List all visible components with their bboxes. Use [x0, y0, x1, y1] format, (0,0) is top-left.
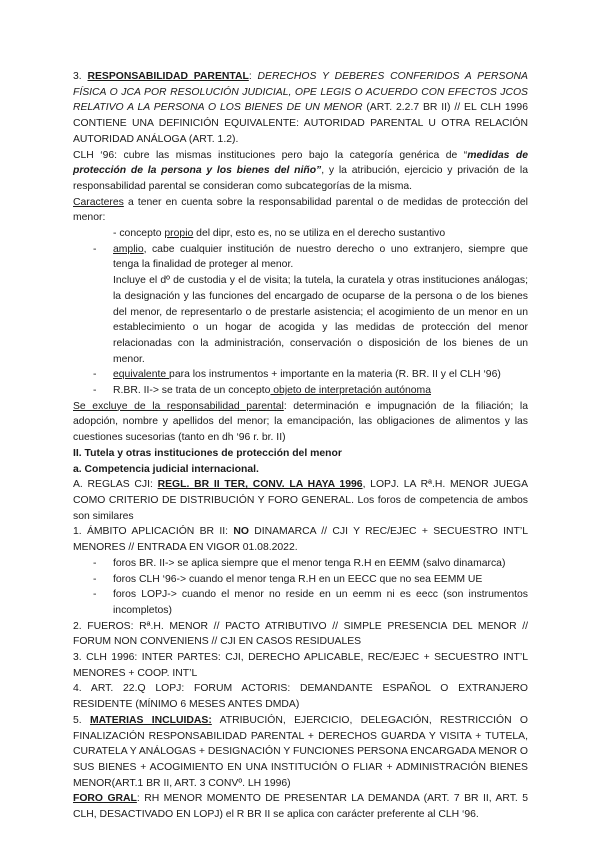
materias-text: ATRIBUCIÓN, EJERCICIO, DELEGACIÓN, RESTRICCIÓN O FINALIZACIÓN RESPONSABILIDAD PARENTAL + DERECHOS GUARDA Y VISITA + TUTELA, CURATELA Y ANÁLOGAS + DESIGNACIÓN Y FUNCIONES PERSONA ENCARGADA MENOR O SUS BIENES + ACOGIMIENTO EN UNA INSTITUCIÓN O FLIAR + ADMINISTRACIÓN BIENES MENOR(ART.1 BR II, ART. 3 CONVº. LH 1996)	[73, 714, 528, 789]
section-responsabilidad-parental	[73, 69, 528, 148]
equivalente-text: para los instrumentos + importante en la materia (R. BR. II y el CLH ‘96)	[169, 369, 501, 381]
concepto-text-a: - concepto	[113, 228, 165, 240]
caracteres-text: a tener en cuenta sobre la responsabilidad parental o de medidas de protección del menor:	[73, 196, 528, 224]
document-page	[73, 69, 528, 823]
list-item-equivalente	[73, 367, 528, 383]
list-item-foros-clh: - foros CLH ‘96-> cuando el menor tenga R.H en un EECC que no sea EEMM UE	[73, 572, 528, 588]
list-item-foros-lopj: - foros LOPJ-> cuando el menor no reside en un eemm ni es eecc (son instrumentos incompletos)	[73, 587, 528, 618]
list-item-amplio	[73, 242, 528, 273]
caracteres-paragraph	[73, 195, 528, 226]
materias-paragraph	[73, 713, 528, 792]
clh-bold-italic: medidas de protección de la persona y los bienes del niño”	[73, 149, 528, 177]
definition-italic: DERECHOS Y DEBERES CONFERIDOS A PERSONA FÍSICA O JCA POR RESOLUCIÓN JUDICIAL, OPE LEGIS O ACUERDO CON EFECTOS JCOS RELATIVO A LA PERSONA O LOS BIENES DE UN MENOR	[73, 71, 528, 114]
equivalente-label: equivalente	[113, 369, 170, 381]
colon: :	[248, 71, 258, 82]
rbr-underline: objeto de interpretación autónoma	[270, 385, 431, 397]
amplio-text: , cabe cualquier institución de nuestro derecho o uno extranjero, siempre que tenga la finalidad de proteger al menor.	[113, 243, 528, 271]
foro-gral-text: : RH MENOR MOMENTO DE PRESENTAR LA DEMANDA (ART. 7 BR II, ART. 5 CLH, DESACTIVADO EN LOPJ) el R BR II se aplica con carácter preferente al CLH ‘96.	[73, 793, 528, 821]
excluye-text: : determinación e impugnación de la filiación; la adopción, nombre y apellidos del menor; la emancipación, las obligaciones de alimentos y las cuestiones sucesorias (tanto en dh ‘96 r. br. II)	[73, 400, 528, 444]
materias-num: 5.	[73, 714, 90, 726]
reglas-paragraph	[73, 477, 528, 524]
ambito-text-a: 1. ÁMBITO APLICACIÓN BR II:	[73, 526, 234, 538]
fueros-paragraph: 2. FUEROS: Rª.H. MENOR // PACTO ATRIBUTIVO // SIMPLE PRESENCIA DEL MENOR // FORUM NON CONVENIENS // CJI EN CASOS RESIDUALES	[73, 620, 528, 648]
excluye-paragraph	[73, 399, 528, 446]
excluye-label: Se excluye de la responsabilidad parental	[73, 400, 284, 412]
caracteres-label: Caracteres	[73, 196, 124, 208]
ambito-paragraph	[73, 524, 528, 555]
art22-paragraph: 4. ART. 22.Q LOPJ: FORUM ACTORIS: DEMANDANTE ESPAÑOL O EXTRANJERO RESIDENTE (MÍNIMO 6 MESES ANTES DMDA)	[73, 683, 528, 711]
concepto-underline: propio	[164, 228, 194, 240]
clh-text-c: , y la atribución, ejercicio y privación de la responsabilidad parental se consideran como subcategorías de la misma.	[73, 165, 528, 192]
foro-gral-paragraph	[73, 791, 528, 822]
clh-paragraph	[73, 148, 528, 195]
amplio-label: amplio	[113, 243, 144, 255]
reglas-text-a: A. REGLAS CJI:	[73, 479, 158, 491]
heading-competencia: a. Competencia judicial internacional.	[73, 463, 259, 475]
list-item-foros-br: - foros BR. II-> se aplica siempre que el menor tenga R.H en EEMM (salvo dinamarca)	[73, 556, 528, 572]
ambito-bold: NO	[233, 526, 249, 538]
section-title: RESPONSABILIDAD PARENTAL	[87, 71, 249, 82]
reglas-text-b: , LOPJ. LA Rª.H. MENOR JUEGA COMO CRITERIO DE DISTRIBUCIÓN Y FORO GENERAL. Los foros de competencia de ambos son similares	[73, 479, 529, 522]
heading-tutela: II. Tutela y otras instituciones de protección del menor	[73, 447, 342, 459]
clh1996-paragraph: 3. CLH 1996: INTER PARTES: CJI, DERECHO APLICABLE, REC/EJEC + SECUESTRO INT’L MENORES + COOP. INT’L	[73, 652, 528, 679]
list-item-rbr	[73, 383, 528, 399]
ambito-text-c: DINAMARCA // CJI Y REC/EJEC + SECUESTRO INT’L MENORES // ENTRADA EN VIGOR 01.08.2022.	[73, 526, 528, 554]
concepto-line	[73, 226, 528, 242]
concepto-text-b: del dipr, esto es, no se utiliza en el derecho sustantivo	[193, 228, 446, 240]
rbr-text: R.BR. II-> se trata de un concepto	[113, 385, 271, 397]
reglas-bold-underline: REGL. BR II TER, CONV. LA HAYA 1996	[157, 479, 363, 491]
definition-rest: (ART. 2.2.7 BR II) // EL CLH 1996 CONTIENE UNA DEFINICIÓN EQUIVALENTE: AUTORIDAD PARENTAL U OTRA RELACIÓN AUTORIDAD ANÁLOGA (ART. 1.2).	[73, 102, 528, 145]
incluye-paragraph: Incluye el dº de custodia y el de visita; la tutela, la curatela y otras instituciones análogas; la designación y las funciones del encargado de ocuparse de la persona o de los bienes del menor, de representarlo o de prestarle asistencia; el acogimiento de un menor en un establecimiento o un hogar de acogida y las medidas de protección del menor relacionadas con la administración, conservación o disposición de los bienes de un menor.	[113, 275, 528, 365]
section-number: 3.	[73, 71, 88, 82]
clh-text-a: CLH ‘96: cubre las mismas instituciones pero bajo la categoría genérica de “	[73, 149, 468, 161]
materias-label: MATERIAS INCLUIDAS:	[89, 714, 212, 726]
foro-gral-label: FORO GRAL	[73, 793, 137, 805]
